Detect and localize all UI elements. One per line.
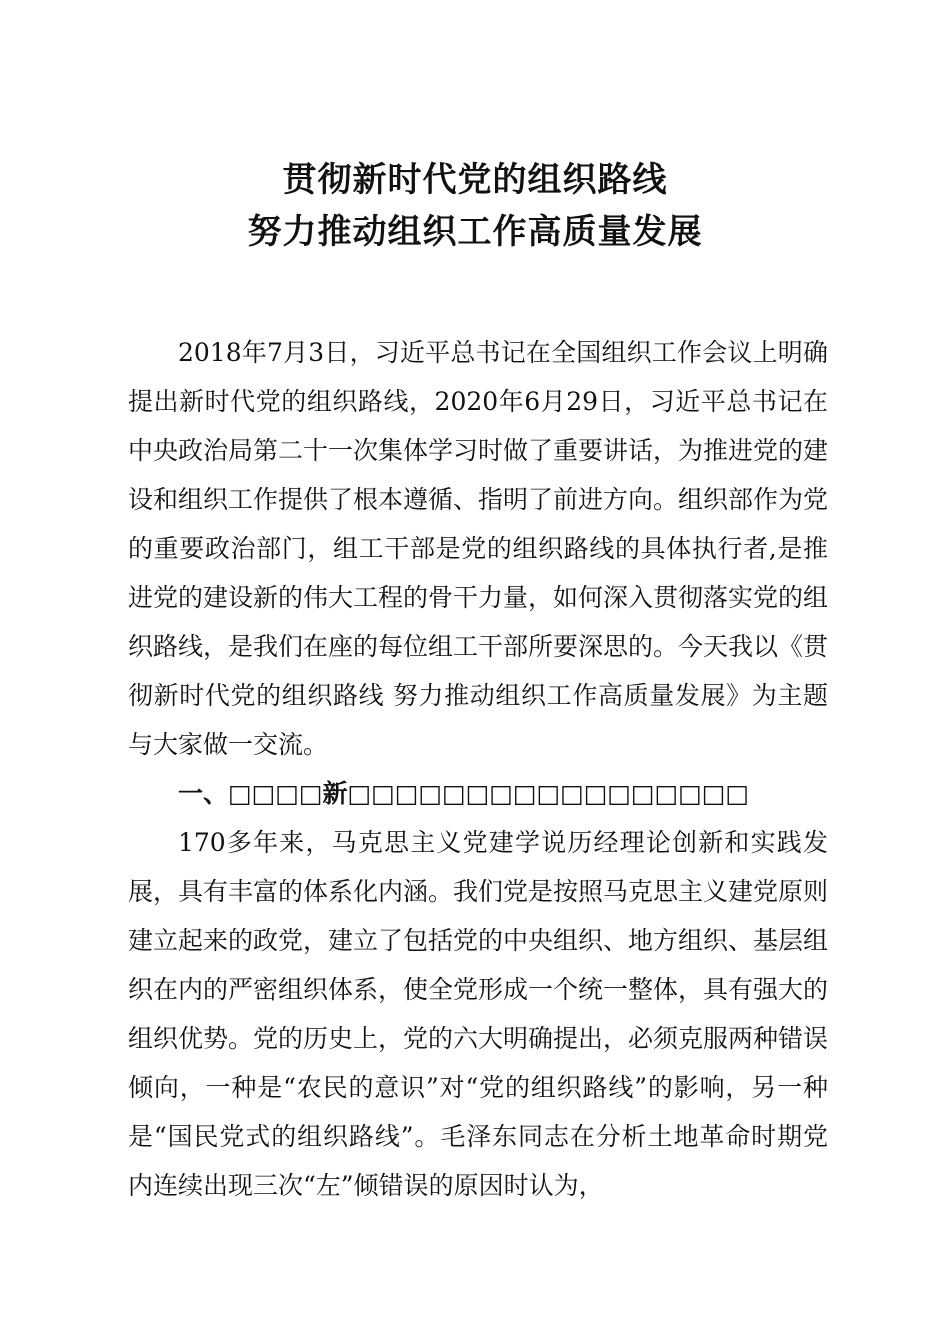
document-body bbox=[128, 328, 828, 1210]
section-1-paragraph: 170多年来，马克思主义党建学说历经理论创新和实践发展，具有丰富的体系化内涵。我们党是按照马克思主义建党原则建立起来的政党，建立了包括党的中央组织、地方组织、基层组织在内的严密组织体系，使全党形成一个统一整体，具有强大的组织优势。党的历史上，党的六大明确提出，必须克服两种错误倾向，一种是“农民的意识”对“党的组织路线”的影响，另一种是“国民党式的组织路线”。毛泽东同志在分析土地革命时期党内连续出现三次“左”倾错误的原因时认为， bbox=[128, 828, 829, 1200]
document-title bbox=[0, 154, 950, 258]
intro-paragraph: 2018年7月3日，习近平总书记在全国组织工作会议上明确提出新时代党的组织路线，2020年6月29日，习近平总书记在中央政治局第二十一次集体学习时做了重要讲话，为推进党的建设和组织工作提供了根本遵循、指明了前进方向。组织部作为党的重要政治部门，组工干部是党的组织路线的具体执行者,是推进党的建设新的伟大工程的骨干力量，如何深入贯彻落实党的组织路线，是我们在座的每位组工干部所要深思的。今天我以《贯彻新时代党的组织路线 努力推动组织工作高质量发展》为主题与大家做一交流。 bbox=[128, 338, 829, 759]
title-line-2: 努力推动组织工作高质量发展 bbox=[247, 212, 703, 252]
section-1-heading: 一、□□□□新□□□□□□□□□□□□□□□□□ bbox=[178, 779, 750, 808]
title-line-1: 贯彻新时代党的组织路线 bbox=[282, 160, 668, 200]
